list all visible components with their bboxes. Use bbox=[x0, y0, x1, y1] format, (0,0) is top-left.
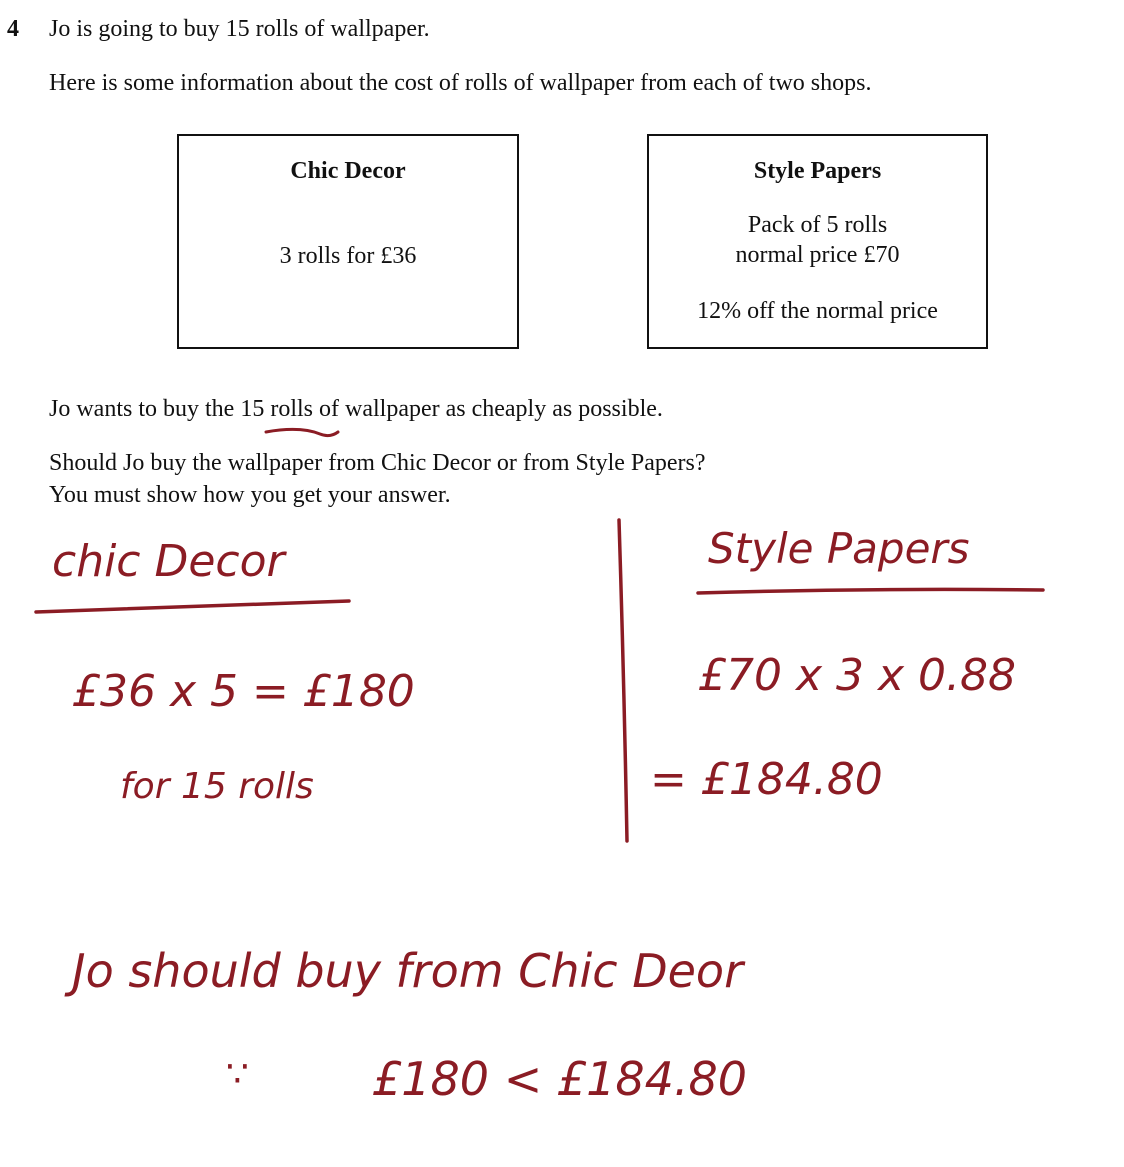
handwritten-right-calculation: £70 x 3 x 0.88 bbox=[698, 650, 1016, 701]
question-goal bbox=[49, 396, 663, 423]
shop-offer-line: normal price £70 bbox=[735, 242, 900, 268]
question-info: Here is some information about the cost of rolls of wallpaper from each of two shops. bbox=[49, 70, 872, 96]
column-divider bbox=[619, 520, 627, 841]
handwritten-conclusion: Jo should buy from Chic Deor bbox=[72, 944, 743, 998]
handwritten-left-note: for 15 rolls bbox=[120, 766, 314, 807]
right-heading-underline bbox=[698, 589, 1043, 593]
handwritten-right-result: = £184.80 bbox=[650, 754, 883, 805]
left-heading-underline bbox=[36, 601, 349, 612]
question-intro: Jo is going to buy 15 rolls of wallpaper. bbox=[49, 16, 430, 42]
goal-text-before: Jo wants to buy the bbox=[49, 396, 241, 422]
question-instruction: You must show how you get your answer. bbox=[49, 482, 451, 508]
handwritten-therefore-symbol: ∵ bbox=[226, 1054, 249, 1095]
question-prompt: Should Jo buy the wallpaper from Chic Decor or from Style Papers? bbox=[49, 450, 706, 476]
handwritten-left-calculation: £36 x 5 = £180 bbox=[72, 666, 415, 717]
shop-offer-line: Pack of 5 rolls bbox=[747, 212, 888, 238]
shop-name: Style Papers bbox=[753, 158, 882, 184]
handwritten-left-heading: chic Decor bbox=[52, 536, 285, 587]
underline-15-rolls bbox=[266, 429, 338, 435]
shop-name: Chic Decor bbox=[290, 158, 406, 184]
handwritten-comparison: £180 < £184.80 bbox=[372, 1052, 748, 1106]
shop-offer-line: 12% off the normal price bbox=[697, 298, 938, 324]
handwritten-right-heading: Style Papers bbox=[708, 524, 970, 573]
goal-highlight: 15 rolls bbox=[240, 396, 313, 422]
question-number: 4 bbox=[7, 16, 19, 42]
shop-offer: 3 rolls for £36 bbox=[279, 243, 417, 269]
shop-box-chic-decor bbox=[177, 134, 519, 349]
shop-box-style-papers bbox=[647, 134, 988, 349]
goal-text-after: of wallpaper as cheaply as possible. bbox=[313, 396, 663, 422]
